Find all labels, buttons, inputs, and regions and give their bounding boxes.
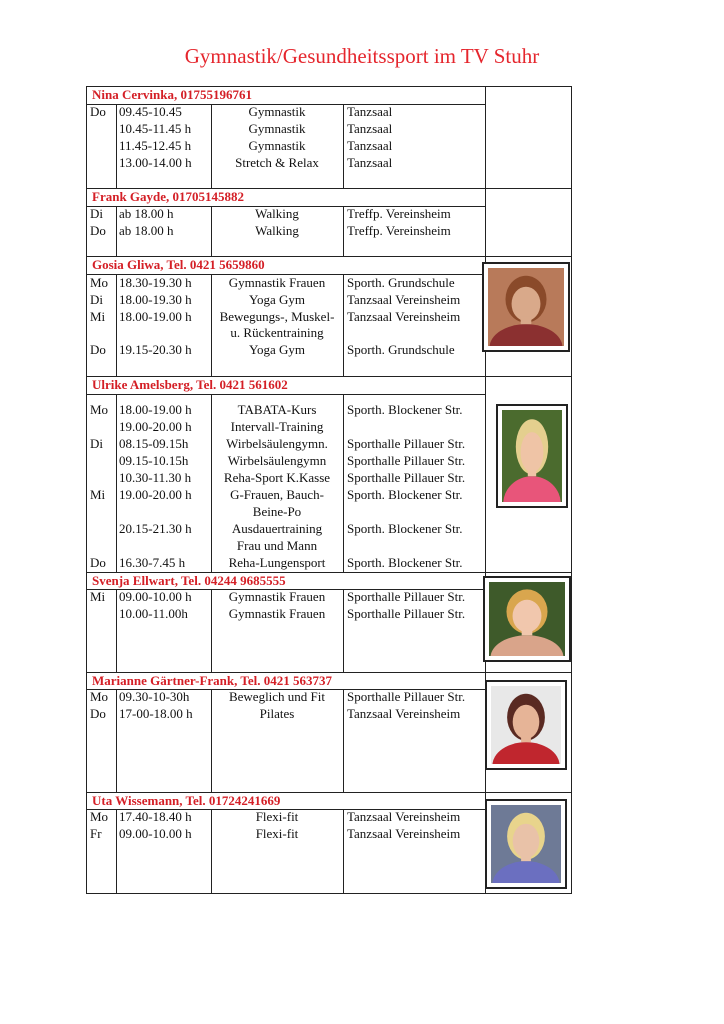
cell-day: Do	[90, 223, 106, 238]
cell-time: 16.30-7.45 h	[119, 555, 186, 570]
instructor-header: Nina Cervinka, 01755196761	[92, 87, 252, 102]
cell-day: Mo	[90, 689, 109, 704]
column-divider	[116, 104, 117, 188]
cell-place: Tanzsaal Vereinsheim	[347, 309, 461, 324]
photo-neck	[522, 628, 533, 635]
cell-place: Sporthalle Pillauer Str.	[347, 589, 466, 604]
cell-place: Tanzsaal	[347, 121, 393, 136]
cell-course: G-Frauen, Bauch-	[230, 487, 324, 502]
cell-course: Wirbelsäulengymn.	[226, 436, 328, 451]
photo-neck	[521, 734, 531, 742]
cell-time: 09.00-10.00 h	[119, 826, 192, 841]
cell-place: Sporthalle Pillauer Str.	[347, 606, 466, 621]
photo-face	[513, 824, 540, 858]
cell-time: 18.00-19.00 h	[119, 402, 192, 417]
cell-course: Beweglich und Fit	[228, 689, 326, 704]
cell-time: 11.45-12.45 h	[119, 138, 192, 153]
cell-course: Reha-Sport K.Kasse	[223, 470, 331, 485]
cell-time: 10.00-11.00h	[119, 606, 188, 621]
portrait-photo-marianne-gaertner-frank	[491, 686, 561, 764]
cell-course: Flexi-fit	[255, 826, 299, 841]
column-divider	[343, 394, 344, 572]
instructor-header: Svenja Ellwart, Tel. 04244 9685555	[92, 573, 286, 588]
cell-day: Do	[90, 104, 106, 119]
cell-course: Reha-Lungensport	[228, 555, 326, 570]
photo-neck	[521, 853, 531, 861]
cell-course: Gymnastik Frauen	[228, 275, 326, 290]
cell-course: Beine-Po	[252, 504, 302, 519]
cell-place: Treffp. Vereinsheim	[347, 206, 451, 221]
photo-neck	[521, 316, 532, 324]
cell-time: 08.15-09.15h	[119, 436, 189, 451]
cell-time: 09.00-10.00 h	[119, 589, 192, 604]
cell-course: Flexi-fit	[255, 809, 299, 824]
cell-course: Pilates	[259, 706, 295, 721]
cell-place: Sporth. Blockener Str.	[347, 555, 463, 570]
column-divider-photo	[485, 86, 486, 894]
cell-time: ab 18.00 h	[119, 223, 174, 238]
cell-time: 18.00-19.00 h	[119, 309, 192, 324]
cell-time: 13.00-14.00 h	[119, 155, 192, 170]
photo-neck	[528, 467, 536, 476]
cell-course: Frau und Mann	[236, 538, 318, 553]
photo-face	[513, 600, 542, 633]
cell-time: 19.00-20.00 h	[119, 487, 192, 502]
cell-course: u. Rückentraining	[230, 325, 324, 340]
cell-place: Sporth. Blockener Str.	[347, 487, 463, 502]
column-divider	[343, 809, 344, 894]
portrait-photo-ulrike-amelsberg	[502, 410, 562, 502]
cell-day: Mi	[90, 309, 106, 324]
cell-day: Fr	[90, 826, 102, 841]
cell-time: 20.15-21.30 h	[119, 521, 192, 536]
cell-course: Walking	[255, 206, 299, 221]
cell-time: 18.30-19.30 h	[119, 275, 192, 290]
cell-place: Tanzsaal	[347, 138, 393, 153]
cell-place: Sporthalle Pillauer Str.	[347, 689, 466, 704]
photo-face	[521, 432, 544, 472]
cell-day: Mo	[90, 402, 109, 417]
cell-course: Yoga Gym	[248, 342, 306, 357]
cell-day: Do	[90, 342, 106, 357]
instructor-header: Ulrike Amelsberg, Tel. 0421 561602	[92, 377, 288, 392]
cell-day: Mo	[90, 275, 109, 290]
cell-time: 17-00-18.00 h	[119, 706, 193, 721]
column-divider	[343, 589, 344, 672]
cell-time: 09.45-10.45	[119, 104, 182, 119]
cell-day: Mo	[90, 809, 109, 824]
cell-place: Tanzsaal Vereinsheim	[347, 826, 461, 841]
instructor-header: Gosia Gliwa, Tel. 0421 5659860	[92, 257, 265, 272]
column-divider	[343, 104, 344, 188]
cell-place: Sporth. Blockener Str.	[347, 402, 463, 417]
cell-place: Sporthalle Pillauer Str.	[347, 470, 466, 485]
cell-course: Gymnastik	[248, 104, 306, 119]
cell-place: Tanzsaal	[347, 104, 393, 119]
cell-course: Stretch & Relax	[235, 155, 319, 170]
column-divider	[343, 274, 344, 376]
column-divider	[116, 274, 117, 376]
cell-time: 19.15-20.30 h	[119, 342, 192, 357]
cell-course: Gymnastik	[248, 138, 306, 153]
cell-course: Wirbelsäulengymn	[227, 453, 327, 468]
cell-time: ab 18.00 h	[119, 206, 174, 221]
page-title: Gymnastik/Gesundheitssport im TV Stuhr	[184, 44, 540, 68]
cell-time: 18.00-19.30 h	[119, 292, 192, 307]
instructor-header: Frank Gayde, 01705145882	[92, 189, 245, 204]
cell-place: Tanzsaal Vereinsheim	[347, 809, 461, 824]
column-divider	[116, 689, 117, 792]
cell-day: Mi	[90, 487, 106, 502]
column-divider	[116, 589, 117, 672]
cell-day: Mi	[90, 589, 106, 604]
instructor-header: Marianne Gärtner-Frank, Tel. 0421 563737	[92, 673, 333, 688]
cell-place: Sporthalle Pillauer Str.	[347, 453, 466, 468]
cell-course: TABATA-Kurs	[237, 402, 317, 417]
cell-day: Do	[90, 555, 106, 570]
portrait-photo-uta-wissemann	[491, 805, 561, 883]
column-divider	[116, 809, 117, 894]
cell-time: 10.30-11.30 h	[119, 470, 192, 485]
portrait-photo-svenja-ellwart	[489, 582, 565, 656]
cell-time: 19.00-20.00 h	[119, 419, 192, 434]
cell-place: Treffp. Vereinsheim	[347, 223, 451, 238]
cell-day: Di	[90, 436, 103, 451]
cell-time: 09.15-10.15h	[119, 453, 189, 468]
cell-time: 17.40-18.40 h	[119, 809, 192, 824]
cell-place: Tanzsaal Vereinsheim	[347, 706, 461, 721]
cell-day: Di	[90, 292, 103, 307]
column-divider	[116, 394, 117, 572]
cell-day: Di	[90, 206, 103, 221]
cell-place: Tanzsaal Vereinsheim	[347, 292, 461, 307]
cell-place: Sporthalle Pillauer Str.	[347, 436, 466, 451]
column-divider	[116, 206, 117, 256]
cell-day: Do	[90, 706, 106, 721]
cell-place: Sporth. Grundschule	[347, 275, 455, 290]
cell-place: Sporth. Grundschule	[347, 342, 455, 357]
cell-course: Ausdauertraining	[231, 521, 323, 536]
cell-place: Sporth. Blockener Str.	[347, 521, 463, 536]
cell-course: Yoga Gym	[248, 292, 306, 307]
header-underline	[86, 394, 485, 395]
cell-course: Gymnastik Frauen	[228, 589, 326, 604]
instructor-header: Uta Wissemann, Tel. 01724241669	[92, 793, 281, 808]
cell-time: 09.30-10-30h	[119, 689, 190, 704]
cell-time: 10.45-11.45 h	[119, 121, 192, 136]
column-divider	[343, 206, 344, 256]
cell-place: Tanzsaal	[347, 155, 393, 170]
cell-course: Walking	[255, 223, 299, 238]
photo-face	[513, 705, 540, 739]
cell-course: Gymnastik	[248, 121, 306, 136]
cell-course: Intervall-Training	[230, 419, 324, 434]
cell-course: Gymnastik Frauen	[228, 606, 326, 621]
portrait-photo-gosia-gliwa	[488, 268, 564, 346]
column-divider	[343, 689, 344, 792]
cell-course: Bewegungs-, Muskel-	[219, 309, 335, 324]
photo-face	[512, 287, 541, 321]
